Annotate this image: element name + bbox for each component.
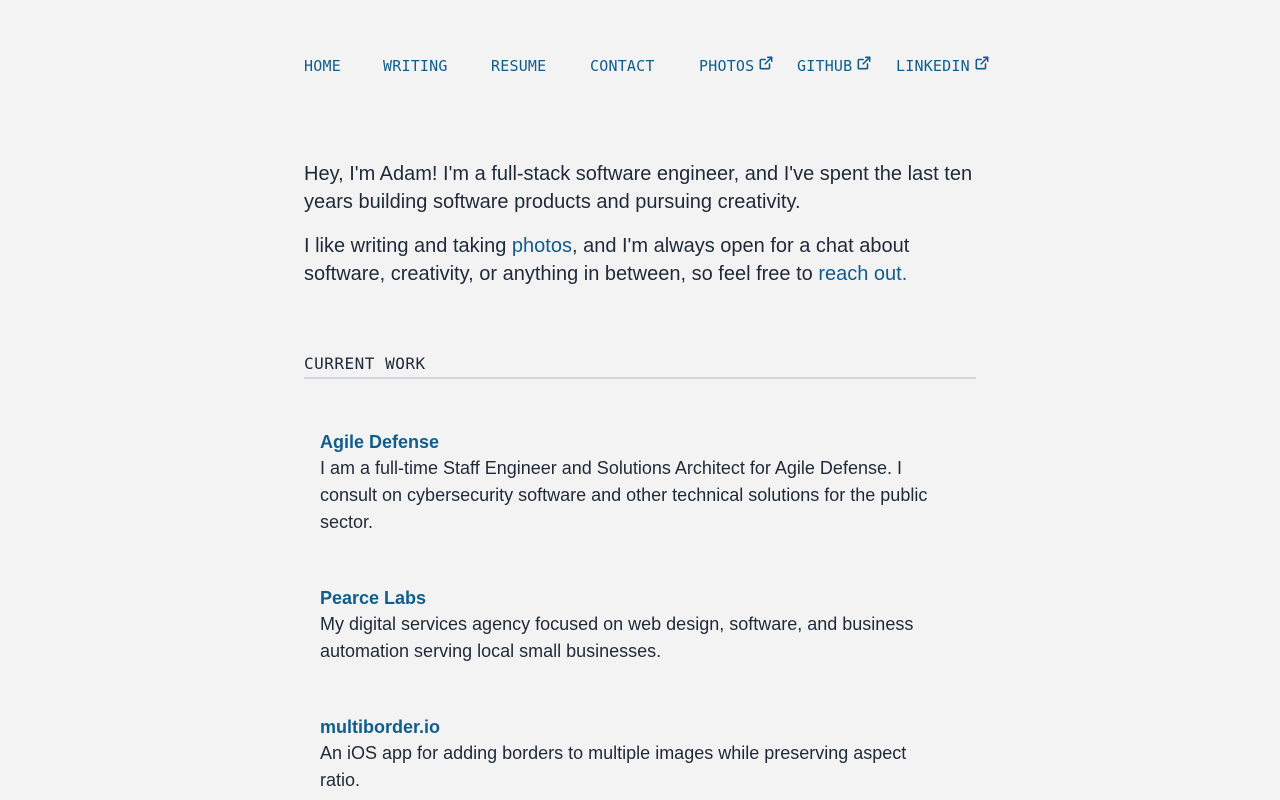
intro-paragraph-2 <box>304 232 984 288</box>
nav-github-label: GITHUB <box>797 57 853 75</box>
nav-home-label: HOME <box>304 57 341 75</box>
nav-github-link[interactable] <box>797 57 871 75</box>
nav-home-link[interactable] <box>304 57 341 75</box>
work-item-link-multiborder[interactable]: multiborder.io <box>320 717 441 737</box>
work-item <box>320 429 950 536</box>
work-item-description: My digital services agency focused on web design, software, and business automation serving local small businesses. <box>320 614 914 661</box>
work-item-link-pearce-labs[interactable]: Pearce Labs <box>320 588 427 608</box>
nav-contact-link[interactable] <box>590 57 655 75</box>
nav-linkedin-label: LINKEDIN <box>896 57 970 75</box>
intro-paragraph-1: Hey, I'm Adam! I'm a full-stack software engineer, and I've spent the last ten years building software products and pursuing creativity. <box>304 163 973 213</box>
external-link-icon <box>857 56 871 70</box>
nav-linkedin-link[interactable] <box>896 57 989 75</box>
external-link-icon <box>975 56 989 70</box>
nav-writing-label: WRITING <box>383 57 448 75</box>
top-nav <box>304 57 1004 79</box>
work-item-description: An iOS app for adding borders to multiple images while preserving aspect ratio. <box>320 743 907 790</box>
intro-section <box>304 160 984 304</box>
nav-contact-label: CONTACT <box>590 57 655 75</box>
work-item <box>320 585 950 665</box>
reach-out-link[interactable]: reach out. <box>818 263 908 285</box>
nav-photos-label: PHOTOS <box>699 57 755 75</box>
nav-resume-link[interactable] <box>491 57 546 75</box>
intro-text-b: , and I'm always open for a chat about software, creativity, or anything in between, so feel free to <box>304 235 910 285</box>
photos-link[interactable]: photos <box>511 235 572 257</box>
nav-photos-link[interactable] <box>699 57 773 75</box>
nav-resume-label: RESUME <box>491 57 547 75</box>
work-item-link-agile-defense[interactable]: Agile Defense <box>320 432 440 452</box>
intro-text-a: I like writing and taking <box>304 235 512 257</box>
work-item-description: I am a full-time Staff Engineer and Solutions Architect for Agile Defense. I consult on cybersecurity software and other technical solutions for the public sector. <box>320 458 928 532</box>
external-link-icon <box>759 56 773 70</box>
work-item <box>320 714 950 794</box>
current-work-heading: CURRENT WORK <box>304 354 976 379</box>
nav-writing-link[interactable] <box>383 57 448 75</box>
